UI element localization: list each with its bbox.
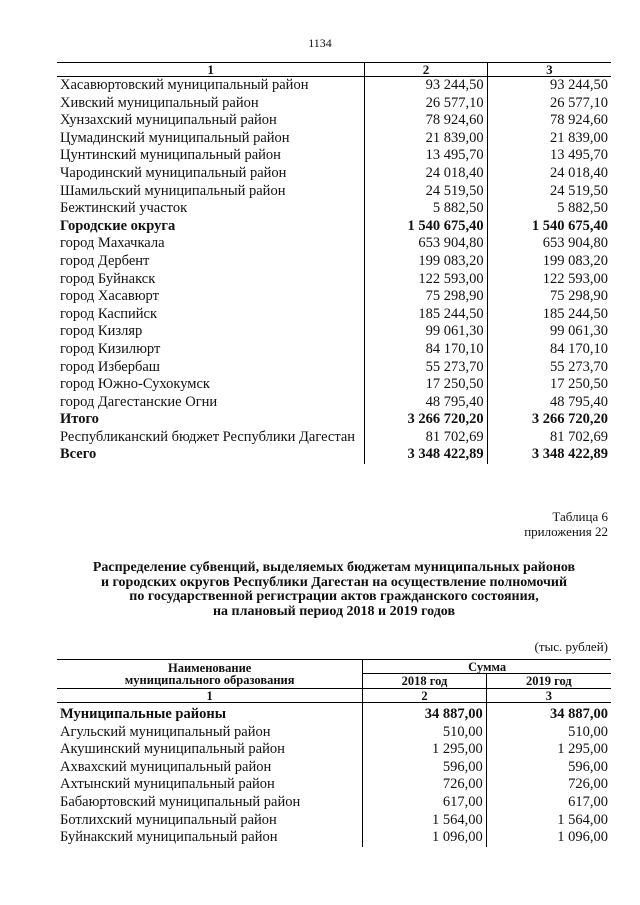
table-caption <box>524 509 608 539</box>
table2-col1-number: 1 <box>57 689 363 703</box>
row-value-2: 3 348 422,89 <box>365 446 487 464</box>
table-number: Таблица 6 <box>552 509 608 524</box>
row-name: Итого <box>60 411 99 428</box>
row-name: город Махачкала <box>60 235 165 252</box>
row-value-3: 1 295,00 <box>486 741 611 759</box>
table2-col2-number: 2 <box>363 689 486 703</box>
row-value-2: 617,00 <box>363 794 486 812</box>
row-value-3: 726,00 <box>486 776 611 794</box>
row-name: Чародинский муниципальный район <box>60 164 287 181</box>
table-row <box>57 376 611 394</box>
row-name: Бежтинский участок <box>60 200 188 217</box>
row-value-3: 617,00 <box>486 794 611 812</box>
table2-name-header <box>57 660 363 689</box>
row-value-3: 34 887,00 <box>486 703 611 724</box>
table-row <box>57 703 611 724</box>
row-value-2: 122 593,00 <box>365 271 487 289</box>
title-line: и городских округов Республики Дагестан на осуществление полномочий <box>100 574 568 590</box>
table-row <box>57 724 611 742</box>
row-value-2: 653 904,80 <box>365 235 487 253</box>
table2-sum-header: Сумма <box>363 660 611 674</box>
row-value-3: 510,00 <box>486 724 611 742</box>
row-name: город Кизляр <box>60 323 143 340</box>
row-value-2: 34 887,00 <box>363 703 486 724</box>
row-value-3: 21 839,00 <box>487 130 611 148</box>
row-value-3: 26 577,10 <box>487 95 611 113</box>
row-value-2: 1 540 675,40 <box>365 218 487 236</box>
table2-body <box>57 703 611 847</box>
row-value-3: 653 904,80 <box>487 235 611 253</box>
table-row <box>57 394 611 412</box>
row-value-2: 1 564,00 <box>363 812 486 830</box>
row-name: Городские округа <box>60 217 176 234</box>
row-value-3: 3 266 720,20 <box>487 411 611 429</box>
row-value-2: 99 061,30 <box>365 323 487 341</box>
table-row <box>57 95 611 113</box>
table1-col2-header: 2 <box>365 63 487 77</box>
title-line: по государственной регистрации актов гражданского состояния, <box>129 589 539 604</box>
row-value-3: 1 540 675,40 <box>487 218 611 236</box>
row-value-2: 21 839,00 <box>365 130 487 148</box>
table-row <box>57 741 611 759</box>
row-name: Агульский муниципальный район <box>60 723 271 740</box>
table2-name-header-line: Наименование <box>167 661 252 675</box>
row-value-2: 81 702,69 <box>365 429 487 447</box>
row-name: Акушинский муниципальный район <box>60 741 285 758</box>
row-name: город Избербаш <box>60 358 160 375</box>
row-value-2: 78 924,60 <box>365 112 487 130</box>
row-value-3: 596,00 <box>486 759 611 777</box>
table2-year-2019-header: 2019 год <box>486 674 611 689</box>
table-row <box>57 323 611 341</box>
section-title <box>40 561 628 619</box>
row-name: город Каспийск <box>60 305 158 322</box>
row-name: город Кизилюрт <box>60 340 161 357</box>
row-value-2: 55 273,70 <box>365 359 487 377</box>
appendix-reference: приложения 22 <box>524 524 608 539</box>
row-value-2: 3 266 720,20 <box>365 411 487 429</box>
row-value-2: 24 519,50 <box>365 183 487 201</box>
row-name: Ахвахский муниципальный район <box>60 758 272 775</box>
row-value-2: 24 018,40 <box>365 165 487 183</box>
table-row <box>57 759 611 777</box>
row-value-3: 17 250,50 <box>487 376 611 394</box>
row-name: Ботлихский муниципальный район <box>60 811 277 828</box>
row-value-3: 122 593,00 <box>487 271 611 289</box>
row-value-3: 13 495,70 <box>487 147 611 165</box>
row-value-3: 1 564,00 <box>486 812 611 830</box>
row-value-2: 185 244,50 <box>365 306 487 324</box>
row-name: Хивский муниципальный район <box>60 94 259 111</box>
table-row <box>57 165 611 183</box>
row-value-3: 24 519,50 <box>487 183 611 201</box>
row-value-2: 1 295,00 <box>363 741 486 759</box>
row-value-3: 78 924,60 <box>487 112 611 130</box>
row-name: Буйнакский муниципальный район <box>60 829 278 846</box>
table-row <box>57 253 611 271</box>
table-row <box>57 794 611 812</box>
table-row <box>57 183 611 201</box>
row-value-3: 199 083,20 <box>487 253 611 271</box>
table-row <box>57 411 611 429</box>
table-row <box>57 130 611 148</box>
table-row <box>57 812 611 830</box>
row-name: город Хасавюрт <box>60 288 159 305</box>
row-value-2: 84 170,10 <box>365 341 487 359</box>
row-value-3: 1 096,00 <box>486 829 611 847</box>
table1-body <box>57 77 611 465</box>
row-value-3: 93 244,50 <box>487 77 611 95</box>
continued-subsidy-table <box>57 62 611 464</box>
table-row <box>57 359 611 377</box>
row-value-3: 5 882,50 <box>487 200 611 218</box>
row-value-3: 55 273,70 <box>487 359 611 377</box>
title-line: на плановый период 2018 и 2019 годов <box>212 603 456 619</box>
units-label: (тыс. рублей) <box>534 639 608 654</box>
row-value-2: 26 577,10 <box>365 95 487 113</box>
row-name: Бабаюртовский муниципальный район <box>60 793 301 810</box>
row-value-2: 1 096,00 <box>363 829 486 847</box>
row-value-2: 75 298,90 <box>365 288 487 306</box>
row-name: Республиканский бюджет Республики Дагестан <box>60 428 356 445</box>
row-name: Хунзахский муниципальный район <box>60 112 277 129</box>
row-value-3: 48 795,40 <box>487 394 611 412</box>
row-value-2: 726,00 <box>363 776 486 794</box>
row-name: город Южно-Сухокумск <box>60 376 210 393</box>
table1-col1-header: 1 <box>57 63 365 77</box>
table2-year-2018-header: 2018 год <box>363 674 486 689</box>
row-value-2: 199 083,20 <box>365 253 487 271</box>
table-row <box>57 200 611 218</box>
row-value-3: 81 702,69 <box>487 429 611 447</box>
table-row <box>57 77 611 95</box>
row-value-3: 84 170,10 <box>487 341 611 359</box>
row-value-2: 17 250,50 <box>365 376 487 394</box>
row-name: Хасавюртовский муниципальный район <box>60 77 309 93</box>
table-row <box>57 429 611 447</box>
row-value-3: 99 061,30 <box>487 323 611 341</box>
row-name: Цумадинский муниципальный район <box>60 129 290 146</box>
row-value-2: 48 795,40 <box>365 394 487 412</box>
table1-header-row <box>57 63 611 77</box>
table-row <box>57 218 611 236</box>
table1-col3-header: 3 <box>487 63 611 77</box>
row-name: город Дагестанские Огни <box>60 393 218 410</box>
row-name: город Дербент <box>60 252 150 269</box>
row-value-3: 3 348 422,89 <box>487 446 611 464</box>
row-name: город Буйнакск <box>60 270 156 287</box>
table-row <box>57 235 611 253</box>
table-row <box>57 288 611 306</box>
table-row <box>57 446 611 464</box>
row-name: Всего <box>60 446 97 463</box>
table2-name-header-line: муниципального образования <box>124 673 295 687</box>
row-name: Шамильский муниципальный район <box>60 182 286 199</box>
page-number: 1134 <box>308 36 332 50</box>
table-row <box>57 776 611 794</box>
row-name: Муниципальные районы <box>60 706 227 722</box>
row-value-3: 75 298,90 <box>487 288 611 306</box>
row-value-3: 24 018,40 <box>487 165 611 183</box>
row-name: Цунтинский муниципальный район <box>60 147 281 164</box>
table-row <box>57 147 611 165</box>
table-row <box>57 829 611 847</box>
subvention-table <box>57 659 611 847</box>
table-row <box>57 306 611 324</box>
row-value-3: 185 244,50 <box>487 306 611 324</box>
row-value-2: 510,00 <box>363 724 486 742</box>
row-name: Ахтынский муниципальный район <box>60 776 275 793</box>
row-value-2: 13 495,70 <box>365 147 487 165</box>
table2-col3-number: 3 <box>486 689 611 703</box>
table-row <box>57 271 611 289</box>
row-value-2: 5 882,50 <box>365 200 487 218</box>
table-row <box>57 112 611 130</box>
row-value-2: 596,00 <box>363 759 486 777</box>
row-value-2: 93 244,50 <box>365 77 487 95</box>
table-row <box>57 341 611 359</box>
title-line: Распределение субвенций, выделяемых бюджетам муниципальных районов <box>92 560 576 575</box>
